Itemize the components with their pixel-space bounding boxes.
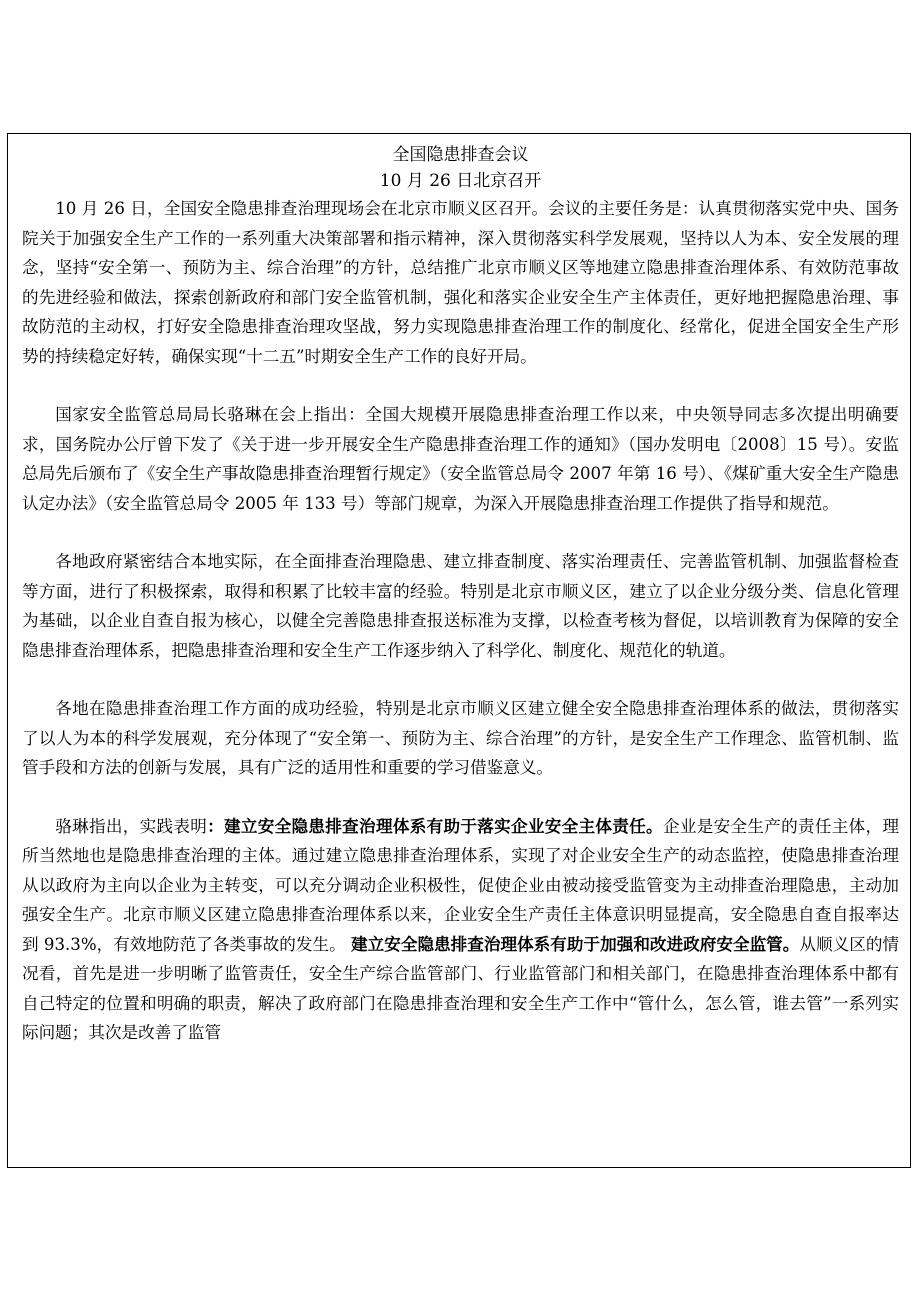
paragraph-5 xyxy=(22,812,899,1048)
paragraph-1: 10 月 26 日，全国安全隐患排查治理现场会在北京市顺义区召开。会议的主要任务是：认真贯彻落实党中央、国务院关于加强安全生产工作的一系列重大决策部署和指示精神，深入贯彻落实科学发展观，坚持以人为本、安全发展的理念，坚持“安全第一、预防为主、综合治理”的方针，总结推广北京市顺义区等地建立隐患排查治理体系、有效防范事故的先进经验和做法，探索创新政府和部门安全监管机制，强化和落实企业安全生产主体责任，更好地把握隐患治理、事故防范的主动权，打好安全隐患排查治理攻坚战，努力实现隐患排查治理工作的制度化、经常化，促进全国安全生产形势的持续稳定好转，确保实现“十二五”时期安全生产工作的良好开局。 xyxy=(22,199,899,366)
document-title: 全国隐患排查会议 xyxy=(392,145,529,165)
paragraph-5-bold-point-2: 建立安全隐患排查治理体系有助于加强和改进政府安全监管。 xyxy=(351,933,800,954)
paragraph-gap xyxy=(22,665,899,694)
paragraph-5-bold-point-1: ：建立安全隐患排查治理体系有助于落实企业安全主体责任。 xyxy=(207,815,663,836)
paragraph-gap xyxy=(22,371,899,400)
paragraph-3: 各地政府紧密结合本地实际，在全面排查治理隐患、建立排查制度、落实治理责任、完善监管机制、加强监督检查等方面，进行了积极探索，取得和积累了比较丰富的经验。特别是北京市顺义区，建立了以企业分级分类、信息化管理为基础，以企业自查自报为核心，以健全完善隐患排查报送标准为支撑，以检查考核为督促，以培训教育为保障的安全隐患排查治理体系，把隐患排查治理和安全生产工作逐步纳入了科学化、制度化、规范化的轨道。 xyxy=(22,552,899,660)
document-subtitle: 10 月 26 日北京召开 xyxy=(379,171,542,191)
document-frame xyxy=(7,133,911,1168)
paragraph-5-body-1: 企业是安全生产的责任主体，理所当然地也是隐患排查治理的主体。通过建立隐患排查治理体系，实现了对企业安全生产的动态监控，使隐患排查治理从以政府为主向以企业为主转变，可以充分调动企业积极性，促使企业由被动接受监管变为主动排查治理隐患，主动加强安全生产。北京市顺义区建立隐患排查治理体系以来，企业安全生产责任主体意识明显提高，安全隐患自查自报率达到 93.3%，有效地防范了各类事故的发生。 xyxy=(22,816,899,954)
paragraph-5-intro: 骆琳指出，实践表明 xyxy=(55,816,208,836)
paragraph-gap xyxy=(22,518,899,547)
paragraph-gap xyxy=(22,783,899,812)
document-body xyxy=(8,134,910,1048)
paragraph-4: 各地在隐患排查治理工作方面的成功经验，特别是北京市顺义区建立健全安全隐患排查治理体系的做法，贯彻落实了以人为本的科学发展观，充分体现了“安全第一、预防为主、综合治理”的方针，是安全生产工作理念、监管机制、监管手段和方法的创新与发展，具有广泛的适用性和重要的学习借鉴意义。 xyxy=(22,699,899,777)
paragraph-5-body-2: 从顺义区的情况看，首先是进一步明晰了监管责任，安全生产综合监管部门、行业监管部门和相关部门，在隐患排查治理体系中都有自己特定的位置和明确的职责，解决了政府部门在隐患排查治理和安全生产工作中“管什么，怎么管，谁去管”一系列实际问题；其次是改善了监管 xyxy=(22,934,900,1042)
paragraph-2: 国家安全监管总局局长骆琳在会上指出：全国大规模开展隐患排查治理工作以来，中央领导同志多次提出明确要求，国务院办公厅曾下发了《关于进一步开展安全生产隐患排查治理工作的通知》（国办发明电〔2008〕15 号）。安监总局先后颁布了《安全生产事故隐患排查治理暂行规定》（安全监管总局令 2007 年第 16 号）、《煤矿重大安全生产隐患认定办法》（安全监管总局令 2005 年 133 号）等部门规章，为深入开展隐患排查治理工作提供了指导和规范。 xyxy=(22,405,899,513)
